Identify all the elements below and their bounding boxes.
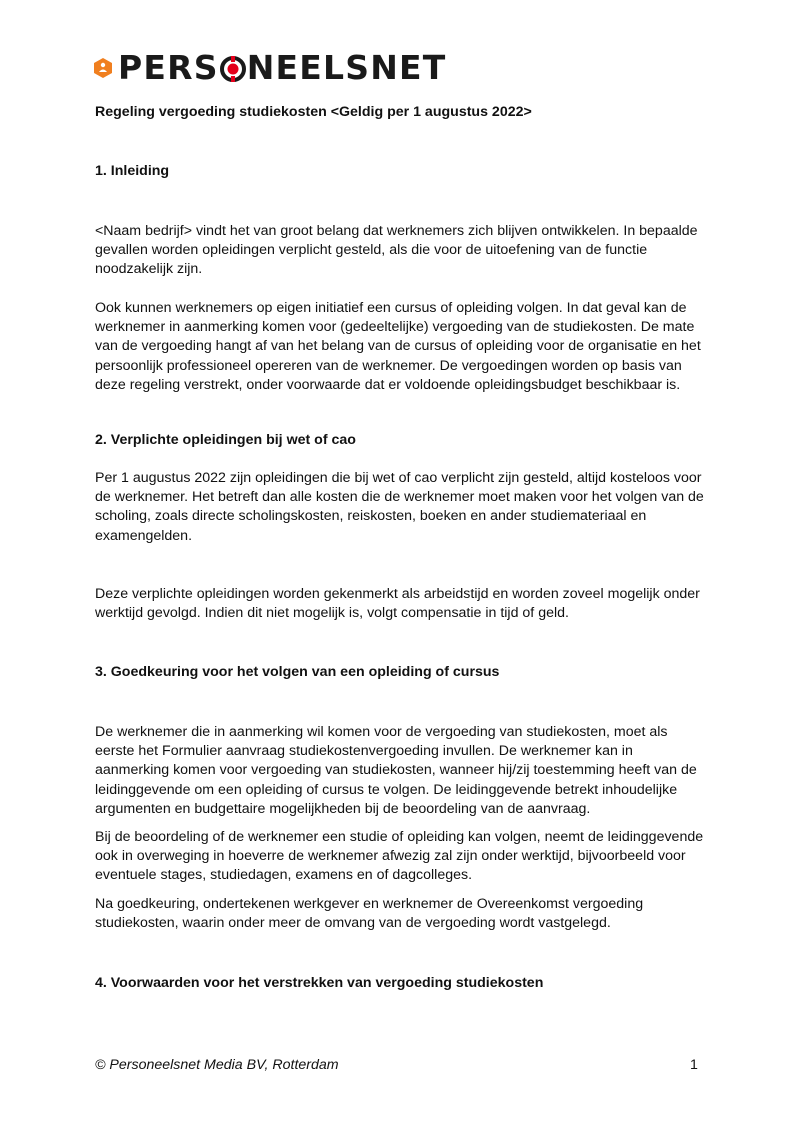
section-2-paragraph-1: Per 1 augustus 2022 zijn opleidingen die bij wet of cao verplicht zijn gesteld, altijd kosteloos voor de werknemer. Het betreft dan alle kosten die de werknemer moet maken voor het volgen van de scholing, zoals directe scholingskosten, reiskosten, boeken en ander studiemateriaal en examengelden.	[95, 470, 704, 544]
section-1-paragraph-1: <Naam bedrijf> vindt het van groot belang dat werknemers zich blijven ontwikkelen. In bepaalde gevallen worden opleidingen verplicht gesteld, als die voor de uitoefening van de functie noodzakelijk zijn.	[95, 223, 698, 278]
section-3-paragraph-1: De werknemer die in aanmerking wil komen voor de vergoeding van studiekosten, moet als eerste het Formulier aanvraag studiekostenvergoeding invullen. De werknemer kan in aanmerking komen voor vergoeding van studiekosten, wanneer hij/zij toestemming heeft van de leidinggevende om een opleiding of cursus te volgen. De leidinggevende betrekt inhoudelijke argumenten en budgettaire mogelijkheden bij de beoordeling van de aanvraag.	[95, 724, 697, 817]
logo-text-right: NEELSNET	[246, 48, 447, 87]
section-2-paragraph-2: Deze verplichte opleidingen worden gekenmerkt als arbeidstijd en worden zoveel mogelijk onder werktijd gevolgd. Indien dit niet mogelijk is, volgt compensatie in tijd of geld.	[95, 586, 700, 622]
logo-text-left: PERS	[118, 48, 219, 87]
section-3-paragraph-2: Bij de beoordeling of de werknemer een studie of opleiding kan volgen, neemt de leidinggevende ook in overweging in hoeverre de werknemer afwezig zal zijn onder werktijd, bijvoorbeeld voor eventuele stages, studiedagen, examens en of dagcolleges.	[95, 829, 704, 884]
document-title: Regeling vergoeding studiekosten <Geldig per 1 augustus 2022>	[95, 104, 532, 120]
page-number: 1	[690, 1057, 698, 1073]
section-3-paragraph-3: Na goedkeuring, ondertekenen werkgever en werknemer de Overeenkomst vergoeding studiekosten, waarin onder meer de omvang van de vergoeding wordt vastgelegd.	[95, 896, 644, 932]
logo-wordmark	[118, 50, 447, 86]
person-badge-icon	[94, 58, 112, 78]
target-icon	[220, 56, 246, 82]
section-2-heading: 2. Verplichte opleidingen bij wet of cao	[95, 432, 356, 448]
section-4-heading: 4. Voorwaarden voor het verstrekken van vergoeding studiekosten	[95, 975, 544, 991]
company-logo	[94, 50, 447, 86]
section-1-paragraph-2: Ook kunnen werknemers op eigen initiatief een cursus of opleiding volgen. In dat geval kan de werknemer in aanmerking komen voor (gedeeltelijke) vergoeding van de studiekosten. De mate van de vergoeding hangt af van het belang van de cursus of opleiding voor de organisatie en het persoonlijk professioneel opereren van de werknemer. De vergoedingen worden op basis van deze regeling verstrekt, onder voorwaarde dat er voldoende opleidingsbudget beschikbaar is.	[95, 300, 701, 393]
section-1-heading: 1. Inleiding	[95, 163, 170, 179]
footer-copyright: © Personeelsnet Media BV, Rotterdam	[95, 1057, 339, 1073]
section-3-heading: 3. Goedkeuring voor het volgen van een opleiding of cursus	[95, 664, 500, 680]
